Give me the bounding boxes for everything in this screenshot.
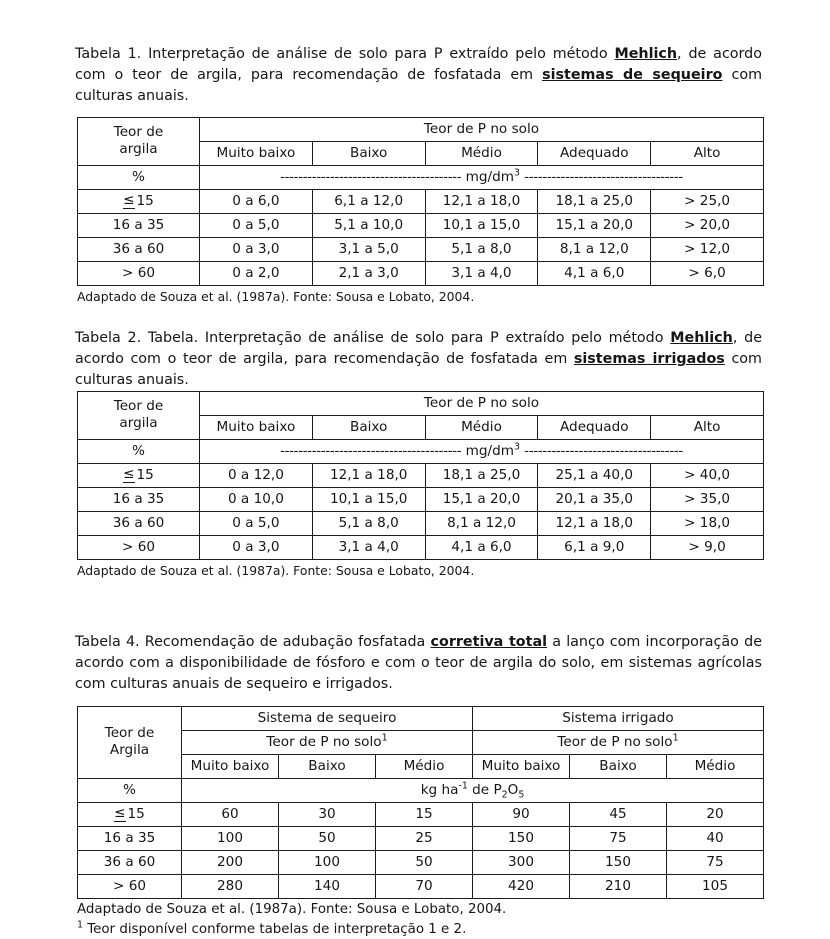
table4-r2-c1: 100 xyxy=(279,851,376,875)
table1-r3-c0: 0 a 2,0 xyxy=(200,262,313,286)
table1-r1-c0: 0 a 5,0 xyxy=(200,214,313,238)
table1-r1-c2: 10,1 a 15,0 xyxy=(425,214,538,238)
table2-unit-sup: 3 xyxy=(514,440,520,452)
table4-stub-line1: Teor de xyxy=(104,725,155,741)
table4-unit-stub: % xyxy=(78,779,182,803)
table4-footnote-text: Teor disponível conforme tabelas de interpretação 1 e 2. xyxy=(82,922,467,937)
table1-r0-c1: 6,1 a 12,0 xyxy=(312,190,425,214)
table1-dashes-right: ----------------------------------- xyxy=(524,169,683,185)
table2-caption-method: Mehlich xyxy=(670,330,733,346)
table-row xyxy=(78,536,764,560)
table2-r1-c1: 10,1 a 15,0 xyxy=(312,488,425,512)
table4-footnote-marker: 1 xyxy=(77,919,83,931)
table1-r1-c1: 5,1 a 10,0 xyxy=(312,214,425,238)
table1-r0-argila xyxy=(78,190,200,214)
table2-col-muito-baixo: Muito baixo xyxy=(200,416,313,440)
table4-r0-c4: 45 xyxy=(570,803,667,827)
table1-stub-header xyxy=(78,118,200,166)
table4-r3-c5: 105 xyxy=(667,875,764,899)
table4-footnote xyxy=(77,920,762,939)
table1-caption-suffix: com culturas anuais. xyxy=(75,67,762,104)
table4-r2-c0: 200 xyxy=(182,851,279,875)
table4-r2-c2: 50 xyxy=(376,851,473,875)
table1-r1-argila: 16 a 35 xyxy=(78,214,200,238)
table2-col-baixo: Baixo xyxy=(312,416,425,440)
table4-r0-argila-value: 15 xyxy=(127,805,145,822)
table2-r0-c4: > 40,0 xyxy=(651,464,764,488)
table4-unit-mid: de P xyxy=(467,781,502,798)
table1-col-adequado: Adequado xyxy=(538,142,651,166)
table-row xyxy=(78,262,764,286)
table1-stub-line2: argila xyxy=(119,141,158,157)
table1-r3-argila: > 60 xyxy=(78,262,200,286)
table2-col-medio: Médio xyxy=(425,416,538,440)
table2-caption-suffix: com culturas anuais. xyxy=(75,351,762,388)
table2-r0-c2: 18,1 a 25,0 xyxy=(425,464,538,488)
table2-dashes-right: ----------------------------------- xyxy=(524,443,683,459)
table1-r3-c2: 3,1 a 4,0 xyxy=(425,262,538,286)
table1-r3-c1: 2,1 a 3,0 xyxy=(312,262,425,286)
table4-unit-prefix: kg ha xyxy=(420,781,459,798)
table4-subspan-irrigado xyxy=(473,731,764,755)
table4-col-irr-baixo: Baixo xyxy=(570,755,667,779)
table1-col-baixo: Baixo xyxy=(312,142,425,166)
table2-unit-text: mg/dm xyxy=(465,442,514,459)
table4-subspan-sequeiro-label: Teor de P no solo xyxy=(266,733,382,750)
table4-caption xyxy=(75,632,762,695)
table2-unit-stub: % xyxy=(78,440,200,464)
table4-caption-type: corretiva total xyxy=(430,634,548,650)
table2-r2-argila: 36 a 60 xyxy=(78,512,200,536)
table2-r2-c0: 0 a 5,0 xyxy=(200,512,313,536)
table4-r1-c2: 25 xyxy=(376,827,473,851)
table4-col-seq-baixo: Baixo xyxy=(279,755,376,779)
table2-r0-c1: 12,1 a 18,0 xyxy=(312,464,425,488)
table2-r2-c2: 8,1 a 12,0 xyxy=(425,512,538,536)
table-row xyxy=(78,190,764,214)
table2-caption-system: sistemas irrigados xyxy=(573,351,725,367)
table2-r2-c3: 12,1 a 18,0 xyxy=(538,512,651,536)
table1-r2-c1: 3,1 a 5,0 xyxy=(312,238,425,262)
table1-col-muito-baixo: Muito baixo xyxy=(200,142,313,166)
table1-r2-c2: 5,1 a 8,0 xyxy=(425,238,538,262)
table4-r0-c2: 15 xyxy=(376,803,473,827)
table2-r3-c4: > 9,0 xyxy=(651,536,764,560)
spacer xyxy=(75,107,762,117)
table1-r3-c3: 4,1 a 6,0 xyxy=(538,262,651,286)
table4-r3-c4: 210 xyxy=(570,875,667,899)
less-than-or-equal-icon: ≤ xyxy=(114,804,126,821)
table1-r0-c3: 18,1 a 25,0 xyxy=(538,190,651,214)
table-row-header-top xyxy=(78,392,764,416)
spacer xyxy=(75,695,762,706)
table1-unit-row xyxy=(78,166,764,190)
table2-r1-c3: 20,1 a 35,0 xyxy=(538,488,651,512)
table1-caption-prefix: Tabela 1. Interpretação de análise de solo para P extraído pelo método xyxy=(75,46,615,62)
table2-r0-c0: 0 a 12,0 xyxy=(200,464,313,488)
table-row xyxy=(78,214,764,238)
table-row xyxy=(78,238,764,262)
table4-caption-suffix: a lanço com incorporação de acordo com a disponibilidade de fósforo e com o teor de argila do solo, em sistemas agrícolas com culturas anuais de sequeiro e irrigados. xyxy=(75,634,762,692)
table4-system-irrigado: Sistema irrigado xyxy=(473,707,764,731)
table4-r1-c0: 100 xyxy=(182,827,279,851)
table4-unit-sub2: 5 xyxy=(518,789,525,801)
table1-r0-argila-value: 15 xyxy=(136,192,154,209)
table2-r1-argila: 16 a 35 xyxy=(78,488,200,512)
table4-r3-c3: 420 xyxy=(473,875,570,899)
table2-stub-line2: argila xyxy=(119,415,158,431)
table2-r1-c4: > 35,0 xyxy=(651,488,764,512)
table-4 xyxy=(77,706,764,899)
table-row xyxy=(78,803,764,827)
table2-r1-c2: 15,1 a 20,0 xyxy=(425,488,538,512)
table4-r2-c5: 75 xyxy=(667,851,764,875)
table1-span-header: Teor de P no solo xyxy=(200,118,764,142)
table2-source-note: Adaptado de Souza et al. (1987a). Fonte: Sousa e Lobato, 2004. xyxy=(77,563,475,578)
table2-r0-argila-value: 15 xyxy=(136,466,154,483)
table1-r2-argila: 36 a 60 xyxy=(78,238,200,262)
table4-unit-sup: -1 xyxy=(458,779,468,791)
table4-subspan-irrigado-sup: 1 xyxy=(672,731,679,743)
table4-r3-c1: 140 xyxy=(279,875,376,899)
table1-caption xyxy=(75,44,762,107)
table4-r1-c3: 150 xyxy=(473,827,570,851)
table2-unit-row xyxy=(78,440,764,464)
table1-col-medio: Médio xyxy=(425,142,538,166)
table4-r0-c1: 30 xyxy=(279,803,376,827)
table4-r3-argila: > 60 xyxy=(78,875,182,899)
table2-r3-c2: 4,1 a 6,0 xyxy=(425,536,538,560)
table4-unit-o: O xyxy=(507,781,519,798)
table4-unit-row xyxy=(78,779,764,803)
table1-r2-c3: 8,1 a 12,0 xyxy=(538,238,651,262)
table4-subspan-irrigado-label: Teor de P no solo xyxy=(557,733,673,750)
table4-r0-c3: 90 xyxy=(473,803,570,827)
table2-r2-c1: 5,1 a 8,0 xyxy=(312,512,425,536)
table4-source-note: Adaptado de Souza et al. (1987a). Fonte: Sousa e Lobato, 2004. xyxy=(77,902,507,917)
table4-col-seq-muito-baixo: Muito baixo xyxy=(182,755,279,779)
table1-r3-c4: > 6,0 xyxy=(651,262,764,286)
table2-dashes-left: ---------------------------------------- xyxy=(280,443,462,459)
table4-r3-c2: 70 xyxy=(376,875,473,899)
table4-col-irr-muito-baixo: Muito baixo xyxy=(473,755,570,779)
spacer xyxy=(75,579,762,632)
table-1 xyxy=(77,117,764,286)
table1-r0-c2: 12,1 a 18,0 xyxy=(425,190,538,214)
table4-subspan-sequeiro xyxy=(182,731,473,755)
table-row-header-top xyxy=(78,118,764,142)
table4-r1-c5: 40 xyxy=(667,827,764,851)
table4-unit-cell xyxy=(182,779,764,803)
table-row xyxy=(78,851,764,875)
table1-r0-c4: > 25,0 xyxy=(651,190,764,214)
table-row-header-systems xyxy=(78,707,764,731)
table4-stub-line2: Argila xyxy=(109,742,150,758)
table1-caption-method: Mehlich xyxy=(614,46,678,62)
table1-caption-system: sistemas de sequeiro xyxy=(542,67,723,83)
table-2 xyxy=(77,391,764,560)
table4-r1-c1: 50 xyxy=(279,827,376,851)
spacer xyxy=(75,305,762,328)
table4-caption-prefix: Tabela 4. Recomendação de adubação fosfatada xyxy=(75,634,431,650)
table-row xyxy=(78,464,764,488)
table1-unit-cell xyxy=(200,166,764,190)
table-row xyxy=(78,512,764,536)
table2-r3-argila: > 60 xyxy=(78,536,200,560)
table2-r0-argila xyxy=(78,464,200,488)
table2-r0-c3: 25,1 a 40,0 xyxy=(538,464,651,488)
table2-r2-c4: > 18,0 xyxy=(651,512,764,536)
table2-stub-line1: Teor de xyxy=(113,398,164,414)
table4-col-seq-medio: Médio xyxy=(376,755,473,779)
table4-r2-argila: 36 a 60 xyxy=(78,851,182,875)
table2-col-adequado: Adequado xyxy=(538,416,651,440)
table4-r1-argila: 16 a 35 xyxy=(78,827,182,851)
table1-stub-line1: Teor de xyxy=(113,124,164,140)
table2-unit-cell xyxy=(200,440,764,464)
table2-span-header: Teor de P no solo xyxy=(200,392,764,416)
table2-r3-c3: 6,1 a 9,0 xyxy=(538,536,651,560)
table2-caption-mid: , de acordo com o teor de argila, para recomendação de fosfatada em xyxy=(75,330,762,367)
table4-col-irr-medio: Médio xyxy=(667,755,764,779)
table4-r2-c3: 300 xyxy=(473,851,570,875)
table4-r2-c4: 150 xyxy=(570,851,667,875)
table1-dashes-left: ---------------------------------------- xyxy=(280,169,462,185)
table1-r1-c4: > 20,0 xyxy=(651,214,764,238)
table1-source-note: Adaptado de Souza et al. (1987a). Fonte: Sousa e Lobato, 2004. xyxy=(77,289,475,304)
less-than-or-equal-icon: ≤ xyxy=(123,465,135,482)
table1-col-alto: Alto xyxy=(651,142,764,166)
table4-stub-header xyxy=(78,707,182,779)
table1-r2-c4: > 12,0 xyxy=(651,238,764,262)
table4-r0-c0: 60 xyxy=(182,803,279,827)
table2-r3-c0: 0 a 3,0 xyxy=(200,536,313,560)
table4-r0-argila xyxy=(78,803,182,827)
table2-r3-c1: 3,1 a 4,0 xyxy=(312,536,425,560)
table4-r3-c0: 280 xyxy=(182,875,279,899)
table-row xyxy=(78,827,764,851)
table4-system-sequeiro: Sistema de sequeiro xyxy=(182,707,473,731)
table2-r1-c0: 0 a 10,0 xyxy=(200,488,313,512)
table-row xyxy=(78,488,764,512)
table1-caption-mid: , de acordo com o teor de argila, para recomendação de fosfatada em xyxy=(75,46,762,83)
table2-stub-header xyxy=(78,392,200,440)
table2-caption xyxy=(75,328,762,391)
table2-caption-prefix: Tabela 2. Tabela. Interpretação de análise de solo para P extraído pelo método xyxy=(75,330,671,346)
table1-r1-c3: 15,1 a 20,0 xyxy=(538,214,651,238)
table4-subspan-sequeiro-sup: 1 xyxy=(381,731,388,743)
table2-col-alto: Alto xyxy=(651,416,764,440)
table1-r0-c0: 0 a 6,0 xyxy=(200,190,313,214)
table4-unit-sub1: 2 xyxy=(501,789,508,801)
table1-r2-c0: 0 a 3,0 xyxy=(200,238,313,262)
table4-r1-c4: 75 xyxy=(570,827,667,851)
table4-r0-c5: 20 xyxy=(667,803,764,827)
table1-unit-stub: % xyxy=(78,166,200,190)
less-than-or-equal-icon: ≤ xyxy=(123,191,135,208)
table1-unit-text: mg/dm xyxy=(465,168,514,185)
table1-unit-sup: 3 xyxy=(514,166,520,178)
